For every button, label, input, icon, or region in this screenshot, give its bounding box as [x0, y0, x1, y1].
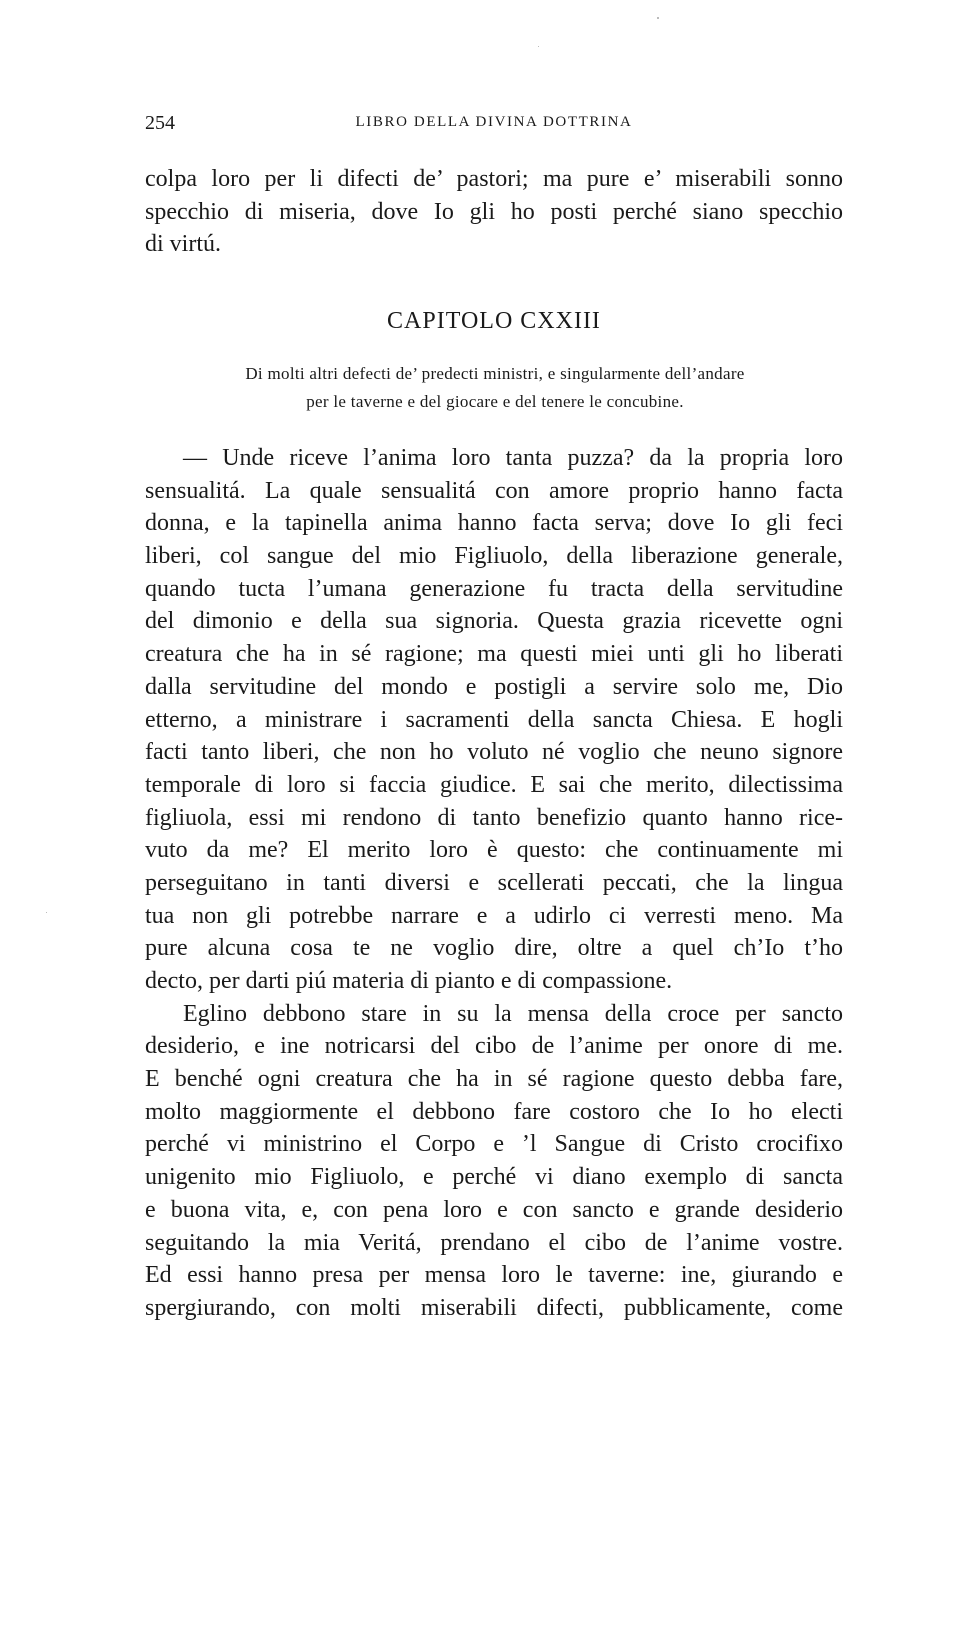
running-header	[145, 112, 843, 136]
text-line: donna, e la tapinella anima hanno facta serva; dove Io gli feci	[145, 510, 843, 537]
text-line: colpa loro per li difecti de’ pastori; ma pure e’ miserabili sonno	[145, 166, 843, 192]
page-number: 254	[145, 112, 175, 134]
text-line: seguitando la mia Veritá, prendano el cibo de l’anime vostre.	[145, 1229, 843, 1256]
text-line: unigenito mio Figliuolo, e perché vi diano exemplo di sancta	[145, 1164, 843, 1191]
text-line: etterno, a ministrare i sacramenti della sancta Chiesa. E hogli	[145, 706, 843, 733]
text-line: molto maggiormente el debbono fare costoro che Io ho electi	[145, 1098, 843, 1125]
paper-speck	[538, 46, 539, 47]
text-line: desiderio, e ine notricarsi del cibo de l’anime per onore di me.	[145, 1033, 843, 1060]
text-line: quando tucta l’umana generazione fu tracta della servitudine	[145, 575, 843, 602]
text-line: — Unde riceve l’anima loro tanta puzza? da la propria loro	[183, 445, 843, 471]
text-line: liberi, col sangue del mio Figliuolo, della liberazione generale,	[145, 543, 843, 570]
text-line: e buona vita, e, con pena loro e con sancto e grande desiderio	[145, 1196, 843, 1223]
chapter-title: CAPITOLO CXXIII	[387, 308, 601, 334]
text-line: dalla servitudine del mondo e postigli a servire solo me, Dio	[145, 673, 843, 700]
text-line: figliuola, essi mi rendono di tanto benefizio quanto hanno rice-	[145, 804, 843, 831]
text-line: sensualitá. La quale sensualitá con amore proprio hanno facta	[145, 477, 843, 504]
text-line: perseguitano in tanti diversi e scellerati peccati, che la lingua	[145, 869, 843, 896]
text-line: Eglino debbono stare in su la mensa della croce per sancto	[183, 1000, 843, 1027]
text-line: decto, per darti piú materia di pianto e di compassione.	[145, 968, 673, 994]
chapter-body	[145, 442, 843, 1325]
paper-speck	[46, 912, 47, 913]
text-line: del dimonio e della sua signoria. Questa grazia ricevette ogni	[145, 608, 843, 635]
paper-speck	[657, 17, 659, 19]
chapter-subtitle	[155, 360, 835, 416]
subtitle-line: per le taverne e del giocare e del tenere le concubine.	[306, 392, 684, 411]
text-line: E benché ogni creatura che ha in sé ragione questo debba fare,	[145, 1066, 843, 1093]
intro-paragraph	[145, 163, 843, 261]
text-line: perché vi ministrino el Corpo e ’l Sangue di Cristo crocifixo	[145, 1131, 843, 1158]
subtitle-line: Di molti altri defecti de’ predecti ministri, e singularmente dell’andare	[245, 364, 745, 383]
text-line: facti tanto liberi, che non ho voluto né voglio che neuno signore	[145, 739, 843, 766]
running-title: LIBRO DELLA DIVINA DOTTRINA	[355, 114, 633, 130]
text-line: tua non gli potrebbe narrare e a udirlo ci verresti meno. Ma	[145, 902, 843, 929]
text-line: Ed essi hanno presa per mensa loro le taverne: ine, giurando e	[145, 1262, 843, 1289]
text-line: vuto da me? El merito loro è questo: che continuamente mi	[145, 837, 843, 864]
text-line: specchio di miseria, dove Io gli ho posti perché siano specchio	[145, 198, 843, 225]
text-line: di virtú.	[145, 231, 221, 258]
text-line: spergiurando, con molti miserabili difecti, pubblicamente, come	[145, 1294, 843, 1321]
text-line: temporale di loro si faccia giudice. E sai che merito, dilectissima	[145, 771, 843, 798]
text-line: pure alcuna cosa te ne voglio dire, oltre a quel ch’Io t’ho	[145, 935, 843, 962]
text-line: creatura che ha in sé ragione; ma questi miei unti gli ho liberati	[145, 641, 843, 668]
